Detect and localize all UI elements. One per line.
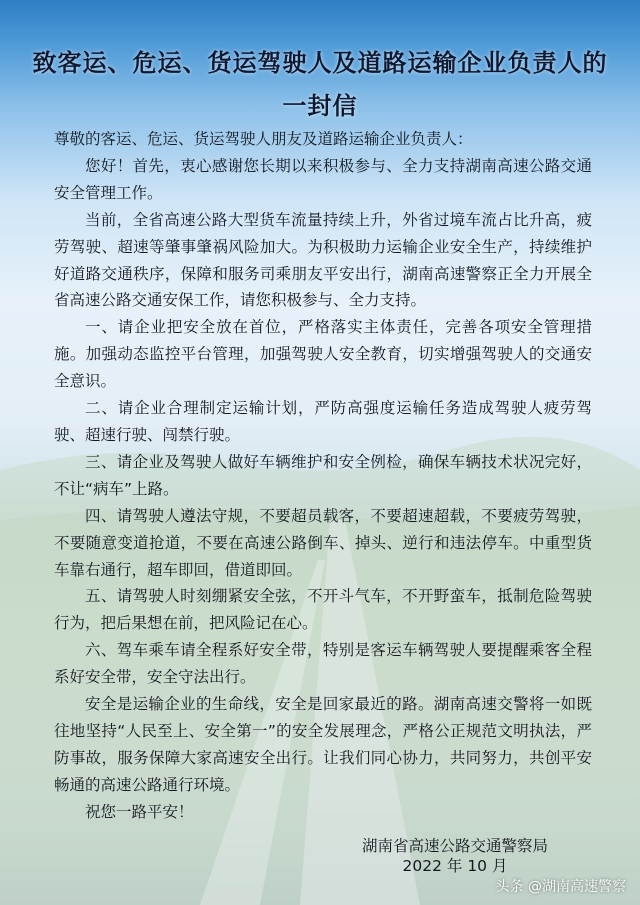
signature-organization: 湖南省高速公路交通警察局: [361, 837, 548, 855]
letter-paragraph: 祝您一路平安！: [85, 802, 194, 821]
letter-paragraph: 一、请企业把安全放在首位，严格落实主体责任，完善各项安全管理措施。加强动态监控平台管理，加强驾驶人安全教育，切实增强驾驶人的交通安全意识。: [54, 318, 592, 391]
letter-paragraph: 您好！首先，衷心感谢您长期以来积极参与、全力支持湖南高速公路交通安全管理工作。: [54, 156, 592, 202]
letter-title-line-1: 致客运、危运、货运驾驶人及道路运输企业负责人的: [32, 49, 608, 77]
letter-salutation: 尊敬的客运、危运、货运驾驶人朋友及道路运输企业负责人：: [54, 130, 473, 148]
letter-paragraph: 六、驾车乘车请全程系好安全带，特别是客运车辆驾驶人要提醒乘客全程系好安全带，安全守法出行。: [54, 641, 592, 687]
letter-body: [54, 126, 592, 826]
letter-title-line-2: 一封信: [282, 92, 358, 120]
letter-paragraph: 二、请企业合理制定运输计划，严防高强度运输任务造成驾驶人疲劳驾驶、超速行驶、闯禁行驶。: [54, 399, 592, 444]
letter-paragraph: 三、请企业及驾驶人做好车辆维护和安全例检，确保车辆技术状况完好，不让“病车”上路。: [54, 452, 592, 498]
source-watermark: 头条 @湖南高速警察: [495, 879, 626, 895]
letter-paragraph: 四、请驾驶人遵法守规，不要超员载客，不要超速超载，不要疲劳驾驶，不要随意变道抢道，不要在高速公路倒车、掉头、逆行和违法停车。中重型货车靠右通行，超车即回，借道即回。: [54, 506, 592, 579]
signature-date: 2022 年 10 月: [402, 857, 508, 875]
letter-paragraph: 五、请驾驶人时刻绷紧安全弦，不开斗气车，不开野蛮车，抵制危险驾驶行为，把后果想在前，把风险记在心。: [54, 587, 592, 633]
letter-paragraph: 安全是运输企业的生命线，安全是回家最近的路。湖南高速交警将一如既往地坚持“人民至上、安全第一”的安全发展理念，严格公正规范文明执法，严防事故，服务保障大家高速安全出行。让我们同心协力，共同努力，共创平安畅通的高速公路通行环境。: [54, 695, 592, 794]
letter-paragraph: 当前，全省高速公路大型货车流量持续上升，外省过境车流占比升高，疲劳驾驶、超速等肇事肇祸风险加大。为积极助力运输企业安全生产，持续维护好道路交通秩序，保障和服务司乘朋友平安出行，湖南高速警察正全力开展全省高速公路交通安保工作，请您积极参与、全力支持。: [54, 210, 592, 310]
